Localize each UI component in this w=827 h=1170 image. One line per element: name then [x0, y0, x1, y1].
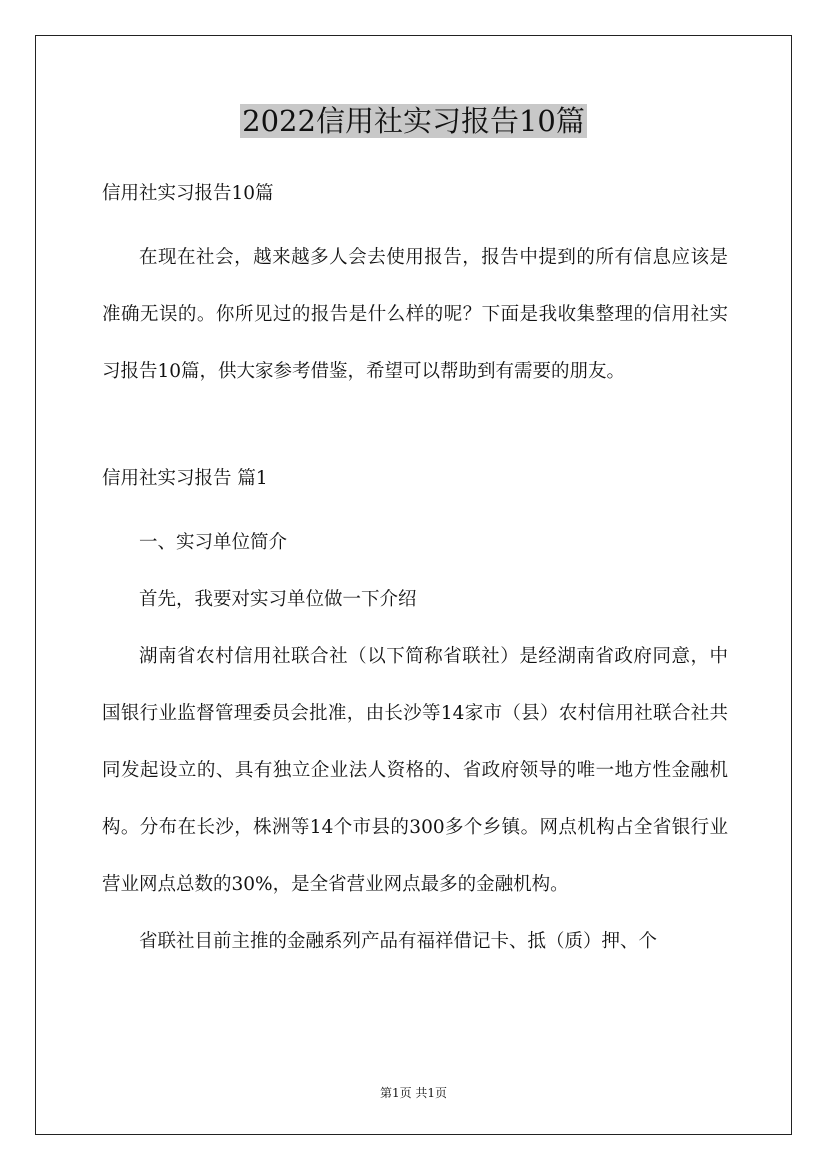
- paragraph-products: 省联社目前主推的金融系列产品有福祥借记卡、抵（质）押、个: [139, 931, 658, 952]
- document-subtitle: 信用社实习报告10篇: [102, 183, 274, 204]
- paragraph-unit-description: 湖南省农村信用社联合社（以下简称省联社）是经湖南省政府同意，中国银行业监督管理委员会批准，由长沙等14家市（县）农村信用社联合社共同发起设立的、具有独立企业法人资格的、省政府领导的唯一地方性金融机构。分布在长沙，株洲等14个市县的300多个乡镇。网点机构占全省银行业营业网点总数的30%，是全省营业网点最多的金融机构。: [102, 646, 728, 895]
- document-title-text: 2022信用社实习报告10篇: [242, 104, 585, 138]
- section-subheading: 一、实习单位简介: [139, 532, 288, 553]
- document-body: [102, 172, 728, 970]
- document-title: [0, 99, 827, 143]
- paragraph-intro-unit: 首先，我要对实习单位做一下介绍: [139, 589, 417, 610]
- page-number-footer: 第1页 共1页: [379, 1086, 448, 1100]
- section-spacer: [102, 400, 728, 457]
- intro-paragraph: 在现在社会，越来越多人会去使用报告，报告中提到的所有信息应该是准确无误的。你所见过的报告是什么样的呢？下面是我收集整理的信用社实习报告10篇，供大家参考借鉴，希望可以帮助到有需要的朋友。: [102, 247, 728, 382]
- section-heading: 信用社实习报告 篇1: [102, 468, 268, 489]
